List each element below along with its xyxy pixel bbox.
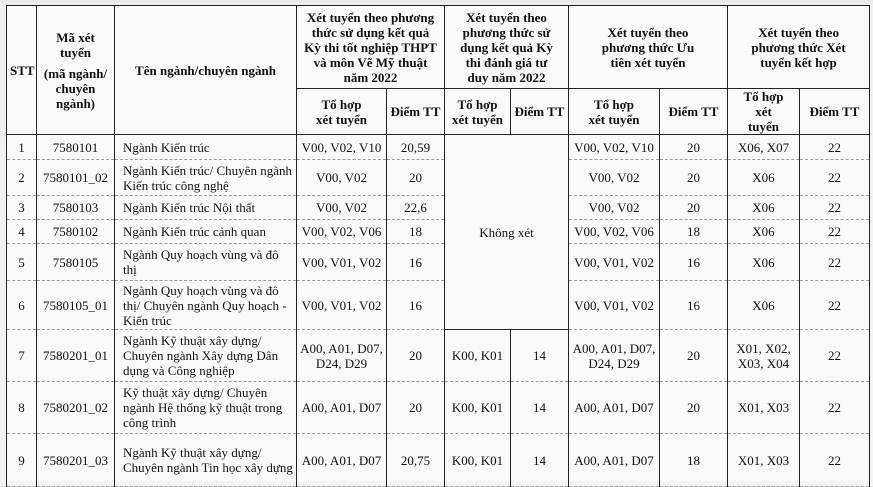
admission-scores-table [6, 5, 870, 487]
table-row [7, 382, 870, 434]
cell-tuduy-khong-xet: Không xét [445, 135, 569, 330]
cell-thpt-tohop: V00, V02 [297, 160, 387, 196]
header-row-methods [7, 6, 870, 89]
cell-uutien-tohop: V00, V02 [569, 160, 660, 196]
col-header-thpt-diem: Điểm TT [387, 89, 445, 135]
cell-uutien-tohop: V00, V01, V02 [569, 281, 660, 330]
cell-ma: 7580103 [37, 196, 115, 220]
cell-tuduy-diem: 14 [511, 330, 569, 382]
cell-thpt-diem: 20 [387, 330, 445, 382]
cell-kethop-diem: 22 [800, 434, 870, 487]
cell-uutien-tohop: V00, V02 [569, 196, 660, 220]
cell-ma: 7580102 [37, 220, 115, 244]
cell-uutien-diem: 20 [660, 330, 728, 382]
cell-ten-nganh: Ngành Kỹ thuật xây dựng/ Chuyên ngành Xây dựng Dân dụng và Công nghiệp [115, 330, 297, 382]
cell-kethop-tohop: X01, X02, X03, X04 [728, 330, 800, 382]
cell-kethop-diem: 22 [800, 220, 870, 244]
col-header-uutien-tohop: Tổ hợp xét tuyển [569, 89, 660, 135]
cell-thpt-tohop: V00, V02, V06 [297, 220, 387, 244]
cell-ten-nganh: Ngành Kiến trúc [115, 135, 297, 160]
cell-tuduy-tohop: K00, K01 [445, 382, 511, 434]
col-header-tuduy-tohop: Tổ hợp xét tuyển [445, 89, 511, 135]
cell-ten-nganh: Ngành Quy hoạch vùng và đô thị [115, 244, 297, 281]
table-row [7, 330, 870, 382]
col-header-method-uutien: Xét tuyển theo phương thức Ưu tiên xét tuyển [569, 6, 728, 89]
cell-stt: 8 [7, 382, 37, 434]
cell-stt: 6 [7, 281, 37, 330]
cell-thpt-diem: 16 [387, 281, 445, 330]
cell-stt: 1 [7, 135, 37, 160]
cell-thpt-diem: 20 [387, 160, 445, 196]
cell-ten-nganh: Ngành Kiến trúc Nội thất [115, 196, 297, 220]
cell-thpt-tohop: A00, A01, D07, D24, D29 [297, 330, 387, 382]
cell-uutien-diem: 20 [660, 196, 728, 220]
cell-thpt-diem: 16 [387, 244, 445, 281]
cell-kethop-diem: 22 [800, 244, 870, 281]
cell-thpt-diem: 20,75 [387, 434, 445, 487]
cell-kethop-tohop: X06 [728, 281, 800, 330]
col-header-method-kethop: Xét tuyển theo phương thức Xét tuyển kết hợp [728, 6, 870, 89]
cell-uutien-tohop: V00, V02, V10 [569, 135, 660, 160]
cell-ma: 7580101_02 [37, 160, 115, 196]
table-row [7, 160, 870, 196]
cell-thpt-diem: 20 [387, 382, 445, 434]
cell-ma: 7580201_02 [37, 382, 115, 434]
cell-ma: 7580105 [37, 244, 115, 281]
table-row [7, 135, 870, 160]
cell-thpt-tohop: V00, V02 [297, 196, 387, 220]
cell-kethop-tohop: X01, X03 [728, 434, 800, 487]
table-row [7, 220, 870, 244]
cell-uutien-diem: 16 [660, 244, 728, 281]
cell-uutien-diem: 18 [660, 434, 728, 487]
cell-uutien-tohop: A00, A01, D07 [569, 434, 660, 487]
cell-uutien-diem: 16 [660, 281, 728, 330]
col-header-tuduy-diem: Điểm TT [511, 89, 569, 135]
cell-ten-nganh: Ngành Quy hoạch vùng và đô thị/ Chuyên ngành Quy hoạch - Kiến trúc [115, 281, 297, 330]
col-header-thpt-tohop: Tổ hợp xét tuyển [297, 89, 387, 135]
cell-ma: 7580101 [37, 135, 115, 160]
col-header-method-thpt: Xét tuyển theo phương thức sử dụng kết quả Kỳ thi tốt nghiệp THPT và môn Vẽ Mỹ thuật năm 2022 [297, 6, 445, 89]
cell-uutien-diem: 20 [660, 135, 728, 160]
cell-tuduy-tohop: K00, K01 [445, 434, 511, 487]
cell-thpt-tohop: V00, V02, V10 [297, 135, 387, 160]
cell-kethop-diem: 22 [800, 281, 870, 330]
cell-uutien-tohop: A00, A01, D07, D24, D29 [569, 330, 660, 382]
cell-uutien-diem: 20 [660, 160, 728, 196]
cell-ten-nganh: Ngành Kiến trúc/ Chuyên ngành Kiến trúc công nghệ [115, 160, 297, 196]
cell-thpt-tohop: V00, V01, V02 [297, 244, 387, 281]
cell-kethop-diem: 22 [800, 382, 870, 434]
cell-stt: 2 [7, 160, 37, 196]
cell-ma: 7580201_03 [37, 434, 115, 487]
cell-kethop-tohop: X01, X03 [728, 382, 800, 434]
cell-kethop-diem: 22 [800, 135, 870, 160]
cell-ma: 7580201_01 [37, 330, 115, 382]
cell-stt: 7 [7, 330, 37, 382]
table-row [7, 244, 870, 281]
cell-tuduy-diem: 14 [511, 382, 569, 434]
col-header-kethop-tohop: Tổ hợp xét tuyển [728, 89, 800, 135]
cell-stt: 3 [7, 196, 37, 220]
cell-uutien-tohop: V00, V01, V02 [569, 244, 660, 281]
cell-uutien-tohop: A00, A01, D07 [569, 382, 660, 434]
col-header-kethop-diem: Điểm TT [800, 89, 870, 135]
cell-tuduy-diem: 14 [511, 434, 569, 487]
cell-uutien-diem: 20 [660, 382, 728, 434]
cell-uutien-tohop: V00, V02, V06 [569, 220, 660, 244]
cell-thpt-diem: 22,6 [387, 196, 445, 220]
cell-ten-nganh: Ngành Kỹ thuật xây dựng/ Chuyên ngành Tin học xây dựng [115, 434, 297, 487]
cell-stt: 5 [7, 244, 37, 281]
cell-stt: 4 [7, 220, 37, 244]
table-row [7, 281, 870, 330]
cell-kethop-tohop: X06 [728, 220, 800, 244]
col-header-uutien-diem: Điểm TT [660, 89, 728, 135]
cell-kethop-diem: 22 [800, 160, 870, 196]
cell-kethop-tohop: X06, X07 [728, 135, 800, 160]
cell-ma: 7580105_01 [37, 281, 115, 330]
cell-kethop-diem: 22 [800, 330, 870, 382]
cell-tuduy-tohop: K00, K01 [445, 330, 511, 382]
cell-thpt-tohop: V00, V01, V02 [297, 281, 387, 330]
table-row [7, 196, 870, 220]
cell-ten-nganh: Kỹ thuật xây dựng/ Chuyên ngành Hệ thống kỹ thuật trong công trình [115, 382, 297, 434]
ma-xet-tuyen-title: Mã xét tuyển [56, 29, 95, 60]
col-header-ma-xet-tuyen [37, 6, 115, 135]
col-header-ten-nganh: Tên ngành/chuyên ngành [115, 6, 297, 135]
col-header-method-tuduy: Xét tuyển theo phương thức sử dụng kết quả Kỳ thi đánh giá tư duy năm 2022 [445, 6, 569, 89]
cell-ten-nganh: Ngành Kiến trúc cảnh quan [115, 220, 297, 244]
cell-kethop-tohop: X06 [728, 196, 800, 220]
cell-thpt-tohop: A00, A01, D07 [297, 434, 387, 487]
cell-thpt-diem: 18 [387, 220, 445, 244]
admission-table-document [6, 5, 869, 481]
cell-stt: 9 [7, 434, 37, 487]
cell-kethop-diem: 22 [800, 196, 870, 220]
cell-kethop-tohop: X06 [728, 160, 800, 196]
cell-kethop-tohop: X06 [728, 244, 800, 281]
cell-thpt-diem: 20,59 [387, 135, 445, 160]
ma-xet-tuyen-subtitle: (mã ngành/ chuyên ngành) [43, 65, 108, 111]
cell-thpt-tohop: A00, A01, D07 [297, 382, 387, 434]
col-header-stt: STT [7, 6, 37, 135]
cell-uutien-diem: 18 [660, 220, 728, 244]
table-row [7, 434, 870, 487]
